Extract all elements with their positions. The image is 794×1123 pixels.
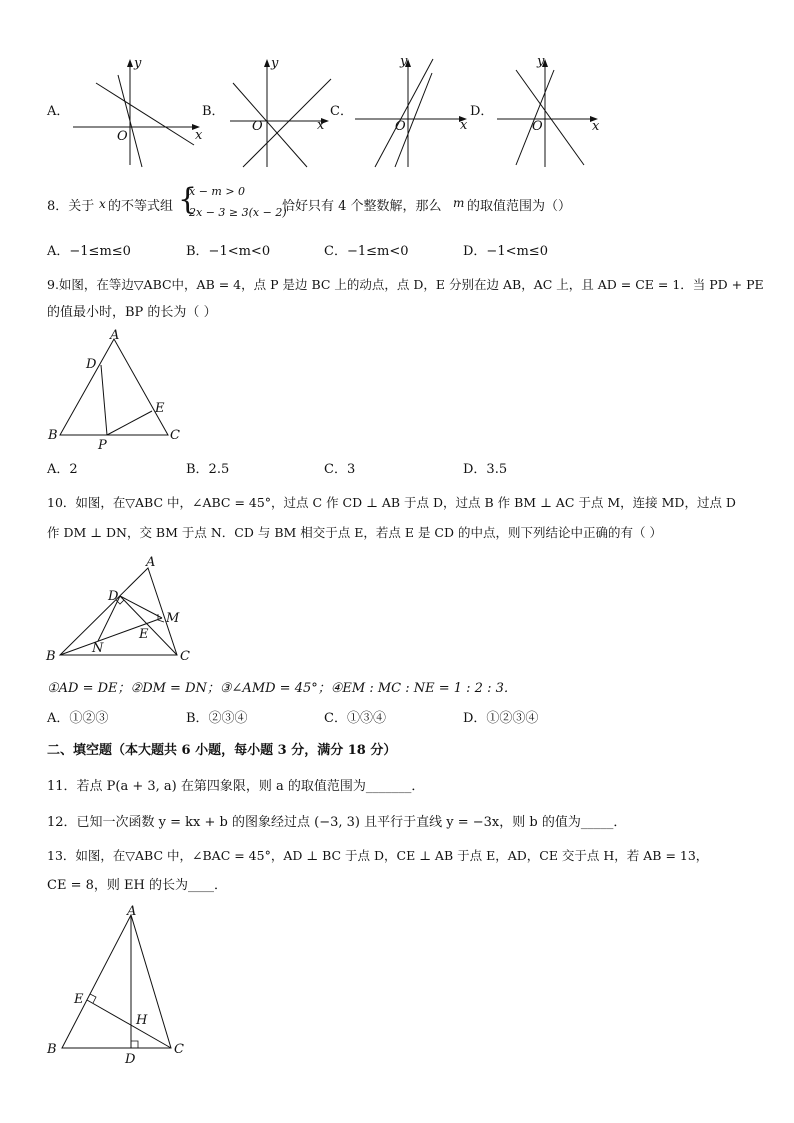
q7-graph-b [225, 55, 340, 170]
q9-label-a: A [110, 328, 120, 343]
q10-choice-a: A．①②③ [47, 711, 109, 726]
q7c-origin-label: O [395, 119, 406, 134]
q7c-x-label: x [460, 118, 468, 133]
q8-post-a: 恰好只有 4 个整数解，那么 [282, 199, 442, 214]
q7-option-c-label: C． [330, 104, 353, 119]
q7b-y-label: y [271, 56, 279, 71]
q9-figure [40, 325, 200, 453]
q7d-origin-label: O [532, 119, 543, 134]
q8-choice-b: B．−1<m<0 [186, 244, 271, 259]
q10-label-b: B [46, 649, 56, 664]
q13-label-h: H [136, 1013, 148, 1028]
q9-label-e: E [155, 401, 165, 416]
q8-inequality-1: x − m > 0 [189, 185, 246, 198]
q10-label-e: E [139, 627, 149, 642]
q9-line1: 9.如图，在等边▽ABC中，AB = 4，点 P 是边 BC 上的动点，点 D，E 分别在边 AB，AC 上，且 AD = CE = 1．当 PD + PE [47, 277, 764, 292]
question-11: 11．若点 P(a + 3, a) 在第四象限，则 a 的取值范围为_______． [47, 779, 425, 794]
q10-conclusions: ①AD = DE；②DM = DN；③∠AMD = 45°；④EM : MC : NE = 1 : 2 : 3． [47, 681, 517, 696]
q10-figure [40, 550, 200, 665]
q13-label-a: A [127, 904, 137, 919]
q10-choice-b: B．②③④ [186, 711, 248, 726]
q8-choice-a: A．−1≤m≤0 [47, 244, 131, 259]
q7-option-b-label: B． [202, 104, 225, 119]
q7-graph-d [492, 55, 607, 170]
q13-line1: 13．如图，在▽ABC 中，∠BAC = 45°，AD ⊥ BC 于点 D，CE ⊥ AB 于点 E，AD，CE 交于点 H，若 AB = 13， [47, 848, 709, 863]
q13-label-b: B [47, 1042, 57, 1057]
q7-option-a-label: A． [47, 104, 70, 119]
q13-figure [40, 900, 200, 1068]
q7c-y-label: y [400, 54, 408, 69]
q8-mid: 的不等式组 [108, 199, 174, 214]
q13-label-c: C [174, 1042, 184, 1057]
q7a-x-label: x [195, 128, 203, 143]
q9-label-b: B [48, 428, 58, 443]
q10-choice-d: D．①②③④ [463, 711, 539, 726]
q9-line2: 的值最小时，BP 的长为（ ） [47, 305, 217, 320]
q8-prefix: 8．关于 [47, 199, 95, 214]
q9-choice-c: C．3 [324, 462, 356, 477]
q10-label-c: C [180, 649, 190, 664]
q7-graph-a [68, 55, 208, 170]
q7d-x-label: x [592, 119, 600, 134]
q8-choice-c: C．−1≤m<0 [324, 244, 409, 259]
q10-label-m: M [166, 611, 180, 626]
q10-label-d: D [108, 589, 119, 604]
q8-var-m: m [453, 196, 465, 210]
q9-choice-b: B．2.5 [186, 462, 230, 477]
q10-line2: 作 DM ⊥ DN，交 BM 于点 N．CD 与 BM 相交于点 E，若点 E 是 CD 的中点，则下列结论中正确的有（ ） [47, 525, 662, 540]
q13-label-d: D [125, 1052, 136, 1067]
q7-graph-c [350, 55, 475, 170]
q9-label-c: C [170, 428, 180, 443]
q10-line1: 10．如图，在▽ABC 中，∠ABC = 45°，过点 C 作 CD ⊥ AB 于点 D，过点 B 作 BM ⊥ AC 于点 M，连接 MD，过点 D [47, 495, 736, 510]
q9-choice-d: D．3.5 [463, 462, 508, 477]
q10-choice-c: C．①③④ [324, 711, 386, 726]
q8-post-b: 的取值范围为（） [467, 199, 572, 214]
q13-line2: CE = 8，则 EH 的长为____． [47, 878, 227, 893]
q8-choice-d: D．−1<m≤0 [463, 244, 548, 259]
q7-option-d-label: D． [470, 104, 494, 119]
q8-var-x: x [99, 197, 106, 211]
q9-label-p: P [98, 438, 107, 453]
section-2-title: 二、填空题（本大题共 6 小题，每小题 3 分，满分 18 分） [47, 743, 397, 758]
q10-label-n: N [92, 641, 104, 656]
q8-inequality-2: 2x − 3 ≥ 3(x − 2) [189, 206, 287, 219]
q9-label-d: D [86, 357, 97, 372]
q8-brace: { [178, 182, 198, 217]
q9-choice-a: A．2 [47, 462, 78, 477]
q7d-y-label: y [537, 54, 545, 69]
q7a-y-label: y [134, 56, 142, 71]
q7b-origin-label: O [252, 119, 263, 134]
q7a-origin-label: O [117, 129, 128, 144]
q10-label-a: A [146, 555, 156, 570]
q13-label-e: E [74, 992, 84, 1007]
q7b-x-label: x [317, 118, 325, 133]
question-12: 12．已知一次函数 y = kx + b 的图象经过点 (−3, 3) 且平行于直线 y = −3x，则 b 的值为_____． [47, 815, 627, 830]
